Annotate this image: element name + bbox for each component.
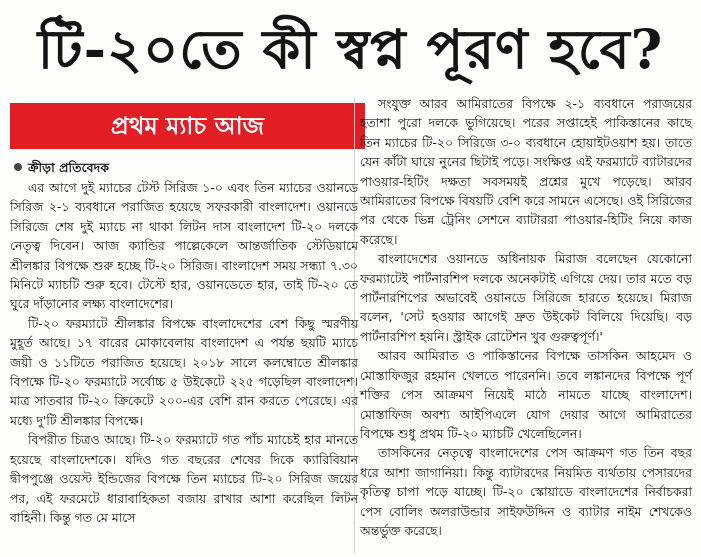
paragraph: বিপরীত চিত্রও আছে। টি-২০ ফরম্যাটে গত পাঁচ ম্যাচেই হার মানতে হয়েছে বাংলাদেশকে। যদিও গত বছরের শেষের দিকে ক্যারিবিয়ান দ্বীপপুঞ্জে ওয়েস্ট ইন্ডিজের বিপক্ষে তিন ম্যাচের টি-২০ সিরিজ জয়ের পর, এই ফরমেটে ধারাবাহিকতা বজায় রাখার আশা করেছিল লিটন বাহিনী। কিন্তু গত মে মাসে [10, 432, 358, 525]
byline [14, 158, 358, 178]
paragraph: আরব আমিরাত ও পাকিস্তানের বিপক্ষে তাসকিন আহমেদ ও মোস্তাফিজুর রহমান খেলতে পারেননি। তবে লঙ্কানদের বিপক্ষে পূর্ণ শক্তির পেস আক্রমণ নিয়েই মাঠে নামতে যাচ্ছে বাংলাদেশ। মোস্তাফিজ অবশ্য আইপিএলে যোগ দেয়ার আগে আমিরাতের বিপক্ষে শুধু প্রথম টি-২০ ম্যাচটি খেলেছিলেন। [360, 348, 692, 441]
paragraph: টি-২০ ফরম্যাটে শ্রীলঙ্কার বিপক্ষে বাংলাদেশের বেশ কিছু স্মরণীয় মুহূর্ত আছে। ১৭ বারের মোকাবেলায় বাংলাদেশ এ পর্যন্ত ছয়টি ম্যাচে জয়ী ও ১১টিতে পরাজিত হয়েছে। ২০১৮ সালে কলম্বোতে শ্রীলঙ্কার বিপক্ষে টি-২০ ফরম্যাটে সর্বোচ্চ ৫ উইকেটে ২২৫ গড়েছিল বাংলাদেশ। মাত্র সাতবার টি-২০ ক্রিকেটে ২০০-এর বেশি রান করতে পেরেছে। এর মধ্যে দু'টি শ্রীলঙ্কার বিপক্ষে। [10, 315, 358, 428]
paragraph: তাসকিনের নেতৃত্বে বাংলাদেশের পেস আক্রমণ গত তিন বছর ধরে আশা জাগানিয়া। কিন্তু ব্যাটারদের নিয়মিত ব্যর্থতায় পেসারদের কৃতিত্ব চাপা পড়ে যাচ্ছে। টি-২০ স্কোয়াডে বাংলাদেশের নির্বাচকরা পেস বোলিং অলরাউন্ডার সাইফউদ্দিন ও ব্যাটার নাইম শেখকেও অন্তর্ভুক্ত করেছে। [360, 445, 692, 538]
subheadline-banner: প্রথম ম্যাচ আজ [10, 103, 365, 149]
byline-text: ক্রীড়া প্রতিবেদক [28, 160, 110, 175]
paragraph: এর আগে দুই ম্যাচের টেস্ট সিরিজ ১-০ এবং তিন ম্যাচের ওয়ানডে সিরিজ ২-১ ব্যবধানে পরাজিত হয়েছে সফরকারী বাংলাদেশ। ওয়ানডে সিরিজে শেষ দুই ম্যাচে না থাকা লিটন দাস বাংলাদেশ টি-২০ দলকে নেতৃত্ব দিবেন। আজ ক্যান্ডির পাল্লেকেলে আন্তর্জাতিক স্টেডিয়ামে শ্রীলঙ্কার বিপক্ষে শুরু হচ্ছে টি-২০ সিরিজ। বাংলাদেশ সময় সন্ধ্যা ৭.৩০ মিনিটে ম্যাচটি শুরু হবে। টেস্টে হার, ওয়ানডেতে হার, তাই টি-২০ তে ঘুরে দাঁড়ানোর লক্ষ্য বাংলাদেশের। [10, 180, 358, 312]
right-column [360, 94, 692, 540]
paragraph: বাংলাদেশের ওয়ানডে অধিনায়ক মিরাজ বলেছেন যেকোনো ফরম্যাটেই পার্টনারশিপ দলকে অনেকটাই এগিয়ে দেয়। তার মতে বড় পার্টনারশিপের অভাবেই ওয়ানডে সিরিজে হারতে হয়েছে। মিরাজ বলেন, 'সেট হওয়ার আগেই দ্রুত উইকেট বিলিয়ে দিয়েছি। বড় পার্টনারশিপ হয়নি। স্ট্রাইক রোটেশন খুব গুরুত্বপূর্ণ।' [360, 251, 692, 344]
bullet-icon [14, 163, 22, 171]
headline: টি-২০তে কী স্বপ্ন পূরণ হবে? [37, 17, 664, 81]
left-column [10, 158, 358, 527]
paragraph: সংযুক্ত আরব আমিরাতের বিপক্ষে ২-১ ব্যবধানে পরাজয়ের হতাশা পুরো দলকে ভুগিয়েছে। পরের সপ্তাহেই পাকিস্তানের কাছে তিন ম্যাচের টি-২০ সিরিজে ৩-০ ব্যবধানে হোয়াইটওয়াশ হয়। তাতে যেন কাঁটা ঘায়ে নুনের ছিটাই পড়ে। সংক্ষিপ্ত এই ফরম্যাটে ব্যাটারদের পাওয়ার-হিটিং দক্ষতা সবসময়ই প্রশ্নের মুখে পড়েছে। আরব আমিরাতের বিপক্ষে বিষয়টি বেশি করে সামনে এসেছে। ওই সিরিজের পর থেকে ভিন্ন ট্রেনিং সেশনে ব্যাটাররা পাওয়ার-হিটিং নিয়ে কাজ করেছে। [360, 96, 692, 247]
